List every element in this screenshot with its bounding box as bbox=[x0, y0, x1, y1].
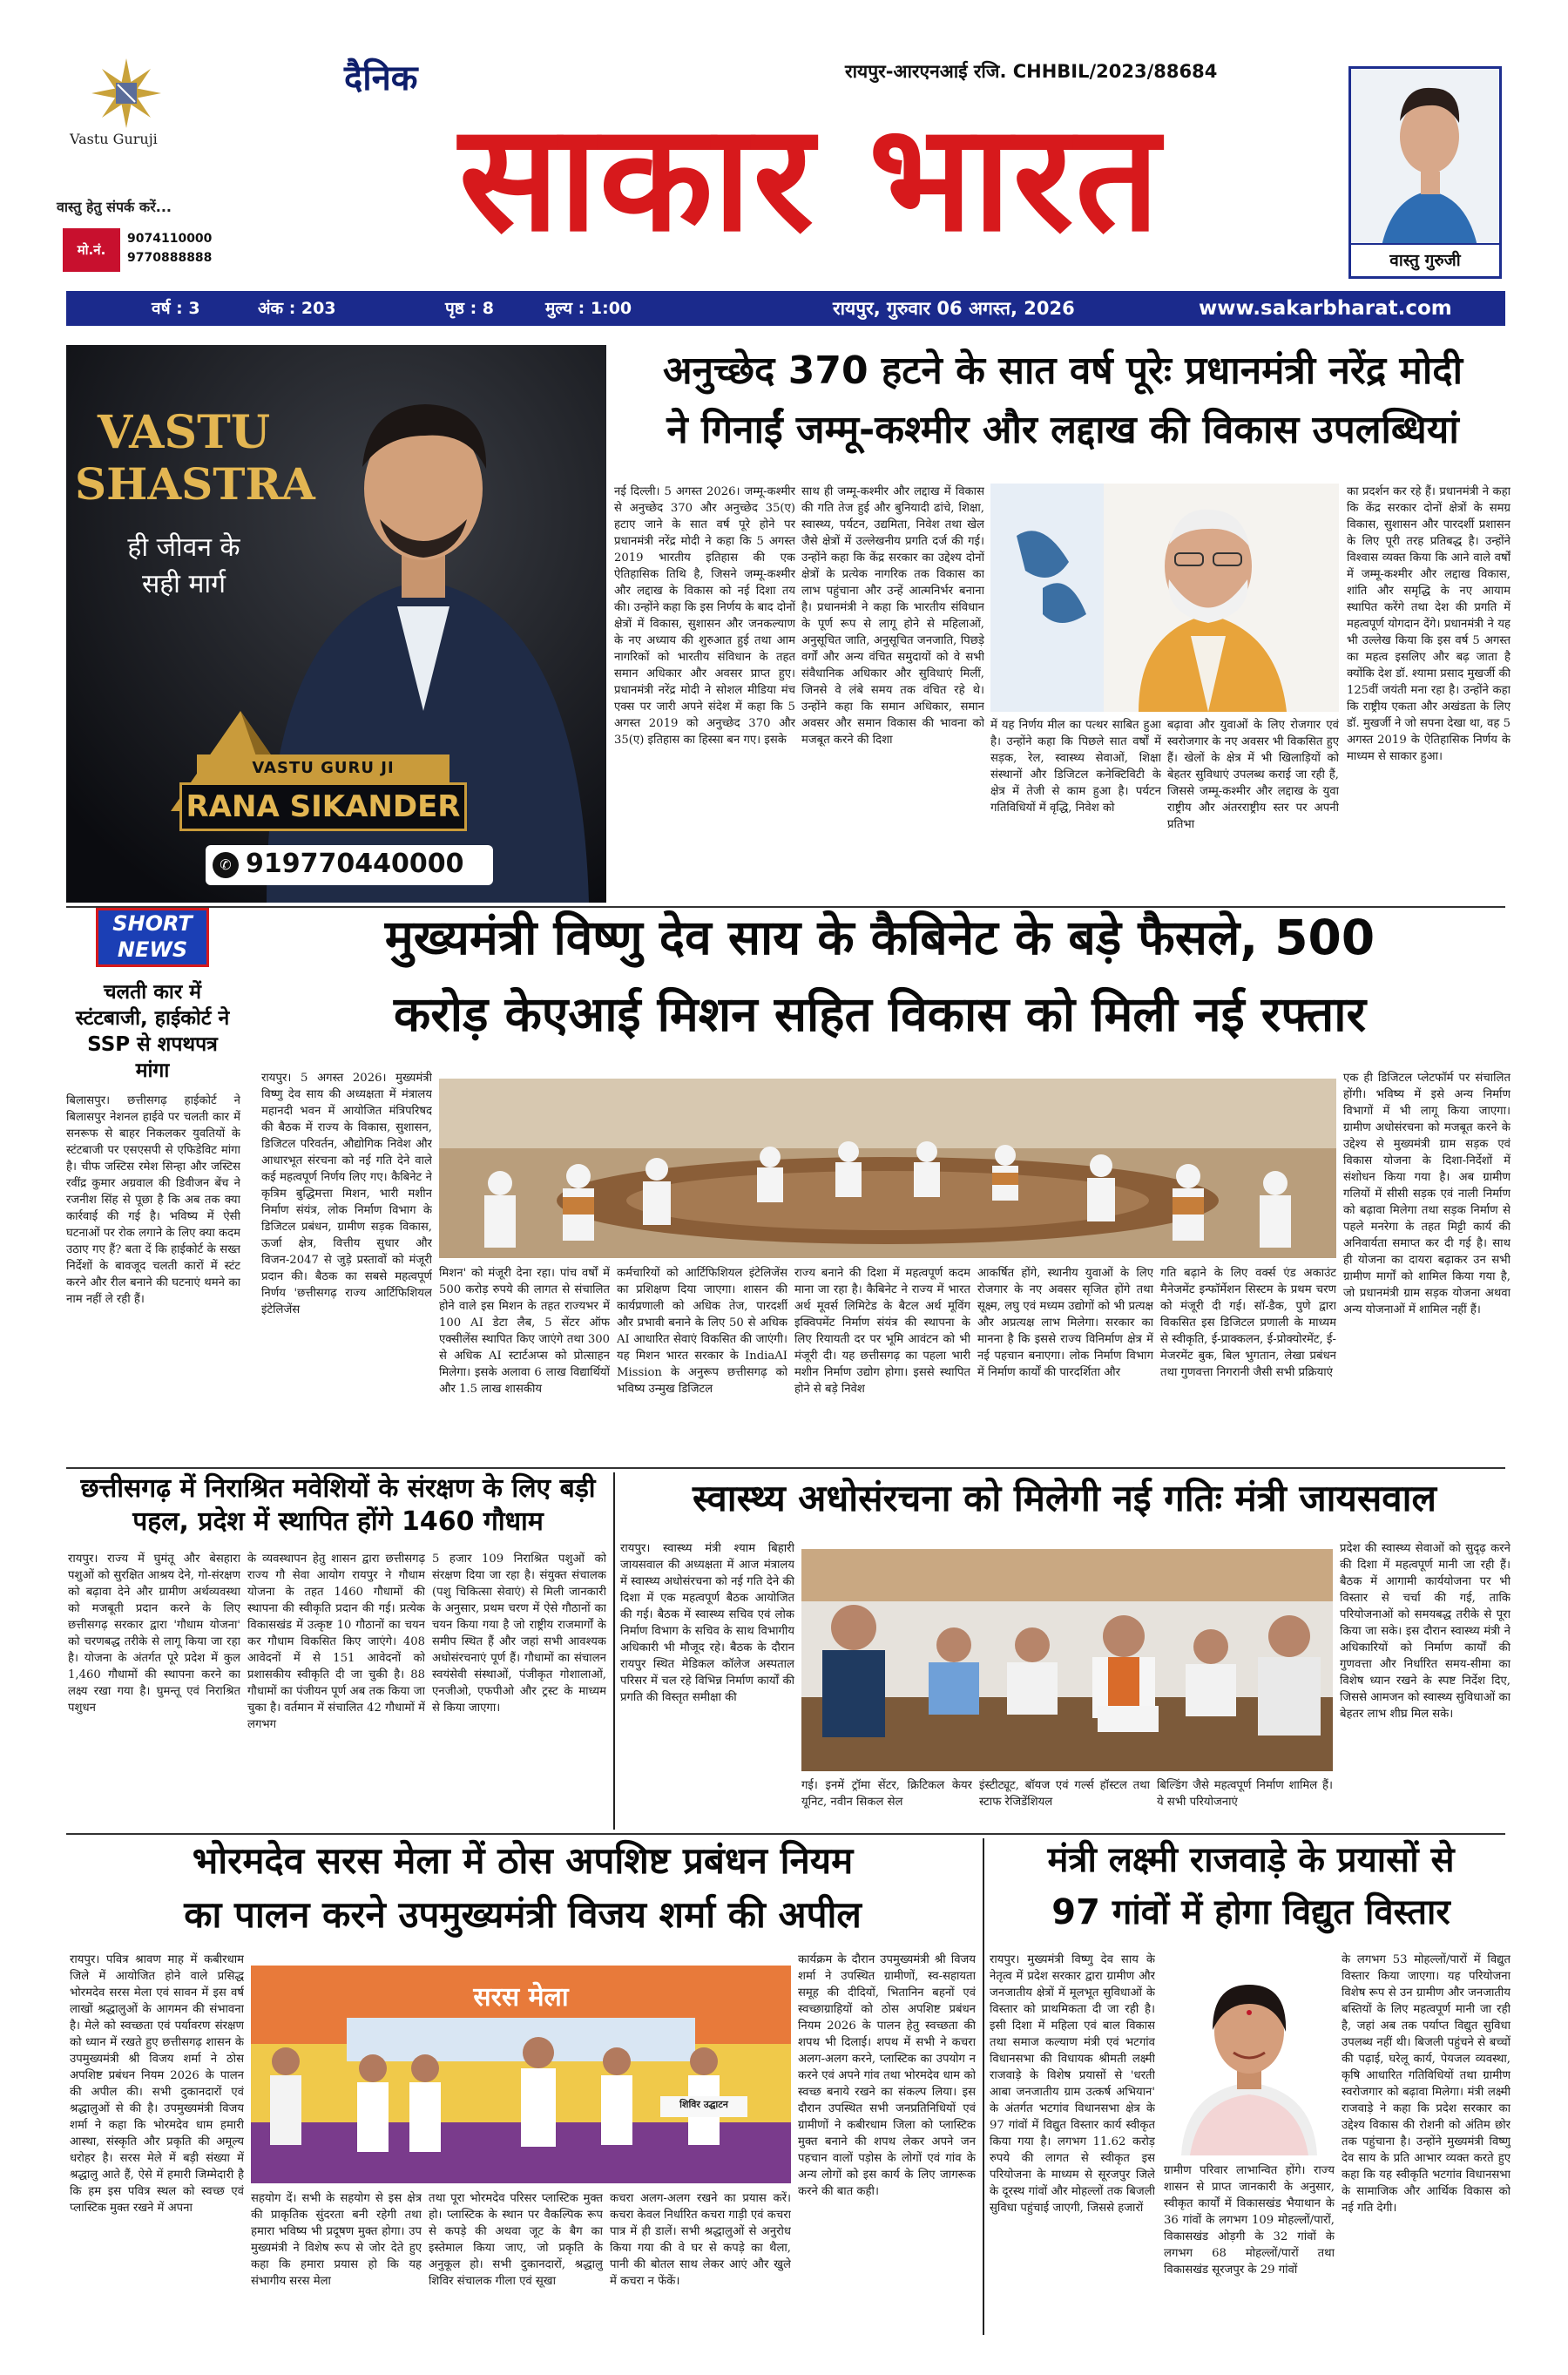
page-count: पृष्ठ : 8 bbox=[445, 299, 495, 318]
price: मुल्य : 1:00 bbox=[545, 299, 632, 318]
story2-photo-cabinet-meeting bbox=[439, 1079, 1336, 1258]
story5-photo-saras-mela bbox=[251, 1966, 791, 2183]
dateline: रायपुर, गुरुवार 06 अगस्त, 2026 bbox=[833, 298, 1075, 319]
story5-col3: तथा पूरा भोरमदेव परिसर प्लास्टिक मुक्त हो। प्लास्टिक के स्थान पर वैकल्पिक रूप से कपड़े की अथवा जूट के बैग का इस्तेमाल किया जाए, जो प्रकृति के अनुकूल हो। सभी दुकानदारों, श्रद्धालु शिविर संचालक गीला एवं सूखा bbox=[429, 2192, 603, 2288]
ad-phone: 91977044000​0 bbox=[246, 849, 464, 879]
story4-headline: स्वास्थ्य अधोसंरचना को मिलेगी नई गतिः मंत्री जायसवाल bbox=[693, 1477, 1436, 1519]
column-rule bbox=[983, 1838, 984, 2335]
story6-photo-minister bbox=[1164, 1952, 1335, 2155]
volume-year: वर्ष : 3 bbox=[152, 299, 200, 318]
column-rule bbox=[613, 1472, 615, 1830]
story4-col4: बिल्डिंग जैसे महत्वपूर्ण निर्माण शामिल हैं। ये सभी परियोजनाएं bbox=[1157, 1779, 1333, 1809]
story5-col2: सहयोग दें। सभी के सहयोग से इस क्षेत्र की प्राकृतिक सुंदरता बनी रहेगी तथा हमारा भविष्य भी प्रदूषण मुक्त होगा। उप मुख्यमंत्री ने विशेष रूप से जोर देते हुए कहा कि हमारा प्रयास हो कि यह संभागीय सरस मेला bbox=[251, 2192, 422, 2288]
short-news-body: बिलासपुर। छत्तीसगढ़ हाईकोर्ट ने बिलासपुर नेशनल हाईवे पर चलती कार में सनरूफ से बाहर निकलकर युवतियों के स्टंटबाजी पर एसएसपी से एफिडेविट मांगा है। चीफ जस्टिस रमेश सिन्हा और जस्टिस रवींद्र कुमार अग्रवाल की डिवीजन बेंच ने रजनीश सिंह से पूछा है कि अब तक क्या कार्रवाई की गई है। भविष्य में ऐसी घटनाओं पर रोक लगाने के लिए क्या कदम उठाए गए हैं? बता दें कि हाईकोर्ट के सख्त निर्देशों के बावजूद चलती कारों में स्टंट करने और रील बनाने की घटनाएं थमने का नाम नहीं ले रही हैं। bbox=[66, 1094, 240, 1306]
story2-col1: रायपुर। 5 अगस्त 2026। मुख्यमंत्री विष्णु देव साय की अध्यक्षता में मंत्रालय महानदी भवन में आयोजित मंत्रिपरिषद की बैठक में राज्य के विकास, सुशासन, डिजिटल परिवर्तन, औद्योगिक निवेश और आधारभूत संरचना को नई गति देने वाले कई महत्वपूर्ण निर्णय लिए गए। कैबिनेट ने कृत्रिम बुद्धिमत्ता मिशन, भारी मशीन निर्माण संयंत्र, लोक निर्माण विभाग के डिजिटल प्रबंधन, ग्रामीण सड़क विकास, ऊर्जा क्षेत्र, वित्तीय सुधार और विजन-2047 से जुड़े प्रस्तावों को मंजूरी प्रदान की। बैठक का सबसे महत्वपूर्ण निर्णय 'छत्तीसगढ़ राज्य आर्टिफिशियल इंटेलिजेंस bbox=[261, 1072, 432, 1316]
ad-label: VASTU GURU JI bbox=[197, 754, 449, 782]
story2-col2: मिशन' को मंजूरी देना रहा। पांच वर्षों में 500 करोड़ रुपये की लागत से संचालित होने वाले इस मिशन के तहत राज्यभर में 100 AI डेटा लैब, 5 सेंटर ऑफ एक्सीलेंस स्थापित किए जाएंगे तथा 300 से अधिक AI स्टार्टअप्स को प्रोत्साहन मिलेगा। इसके अलावा 6 लाख विद्यार्थियों और 1.5 लाख शासकीय bbox=[439, 1267, 610, 1396]
brand-tagline: वास्तु हेतु संपर्क करें... bbox=[57, 199, 172, 215]
ad-tagline-1: ही जीवन के bbox=[127, 532, 240, 563]
brand-logo-text: Vastu Guruji bbox=[70, 131, 158, 147]
story1-col1: नई दिल्ली। 5 अगस्त 2026। जम्मू-कश्मीर से अनुच्छेद 370 और अनुच्छेद 35(ए) हटाए जाने के सात वर्ष पूरे होने पर प्रधानमंत्री नरेंद्र मोदी ने कहा कि 5 अगस्त 2019 भारतीय इतिहास की एक ऐतिहासिक तिथि है, जिसने जम्मू-कश्मीर और लद्दाख के विकास को नई दिशा तय की। उन्होंने कहा कि इस निर्णय के बाद दोनों क्षेत्रों में विकास, सुशासन और जनकल्याण के नए अध्याय की शुरुआत हुई तथा आम नागरिकों को भारतीय संविधान के तहत समान अधिकार और अवसर प्राप्त हुए। प्रधानमंत्री नरेंद्र मोदी ने सोशल मीडिया मंच एक्स पर जारी अपने संदेश में कहा कि 5 अगस्त 2019 को अनुच्छेद 370 और 35(ए) इतिहास का हिस्सा बन गए। इसके bbox=[614, 485, 795, 747]
story4-col3: इंस्टीट्यूट, बॉयज एवं गर्ल्स हॉस्टल तथा स्टाफ रेजिडेंशियल bbox=[979, 1779, 1150, 1809]
story1-headline-1: अनुच्छेद 370 हटने के सात वर्ष पूरेः प्रधानमंत्री नरेंद्र मोदी bbox=[662, 348, 1463, 393]
website-link[interactable]: www.sakarbharat.com bbox=[1199, 297, 1452, 320]
daily-label: दैनिक bbox=[344, 58, 418, 98]
story3-col3: 5 हजार 109 निराश्रित पशुओं को संरक्षण दिया जा रहा है। संयुक्त संचालक (पशु चिकित्सा सेवाएं) से मिली जानकारी के अनुसार, प्रथम चरण में ऐसे गौठानों का चयन किया गया है जो राष्ट्रीय राजमार्गों के समीप स्थित हैं और जहां सभी आवश्यक अधोसंरचनाएं पूर्ण हैं। गौधामों का संचालन स्वयंसेवी संस्थाओं, पंजीकृत गोशालाओं, एनजीओ, एफपीओ और ट्रस्ट के माध्यम से किया जाएगा। bbox=[432, 1553, 606, 1715]
divider bbox=[66, 1467, 1505, 1469]
story2-col4: राज्य बनाने की दिशा में महत्वपूर्ण कदम माना जा रहा है। कैबिनेट ने राज्य में भारत अर्थ मूवर्स लिमिटेड के बैटल अर्थ मूविंग इक्विपमेंट निर्माण संयंत्र की स्थापना के लिए रियायती दर पर भूमि आवंटन को भी मंजूरी दी। यह छत्तीसगढ़ का पहला भारी मशीन निर्माण उद्योग होगा। इससे स्थापित होने से बड़े निवेश bbox=[794, 1267, 970, 1396]
story2-col3: कर्मचारियों को आर्टिफिशियल इंटेलिजेंस का प्रशिक्षण दिया जाएगा। शासन की कार्यप्रणाली को अधिक तेज, पारदर्शी और प्रभावी बनाने के लिए 50 से अधिक AI आधारित सेवाएं विकसित की जाएंगी। यह मिशन भारत सरकार के IndiaAI Mission के अनुरूप छत्तीसगढ़ को भविष्य उन्मुख डिजिटल bbox=[617, 1267, 787, 1396]
story2-headline-1: मुख्यमंत्री विष्णु देव साय के कैबिनेट के बड़े फैसले, 500 bbox=[384, 910, 1375, 965]
guru-photo bbox=[1348, 66, 1502, 279]
mela-banner-text: सरस मेला bbox=[473, 1982, 569, 2013]
short-news-headline: चलती कार में स्टंटबाजी, हाईकोर्ट ने SSP से शपथपत्र मांगा bbox=[75, 981, 230, 1082]
story1-col4: बढ़ावा और युवाओं के लिए रोजगार एवं स्वरोजगार के नए अवसर भी विकसित हुए हैं। खेलों के क्षेत्र में भी खिलाड़ियों को बेहतर सुविधाएं उपलब्ध कराई जा रही हैं, जिससे जम्मू-कश्मीर और लद्दाख के युवा राष्ट्रीय और अंतरराष्ट्रीय स्तर पर अपनी प्रतिभा bbox=[1167, 719, 1339, 831]
issue-number: अंक : 203 bbox=[258, 299, 336, 318]
phone-icon: ✆ bbox=[213, 852, 239, 878]
story1-col2: साथ ही जम्मू-कश्मीर और लद्दाख में विकास की गति तेज हुई और बुनियादी ढांचे, शिक्षा, स्वास्थ्य, पर्यटन, उद्यमिता, निवेश तथा खेल जैसे क्षेत्रों में उल्लेखनीय प्रगति दर्ज की गई। उन्होंने कहा कि केंद्र सरकार का उद्देश्य दोनों क्षेत्रों के प्रत्येक नागरिक तक विकास का लाभ पहुंचाना और उन्हें आत्मनिर्भर बनाना है। प्रधानमंत्री ने कहा कि भारतीय संविधान के पूर्ण रूप से लागू होने से महिलाओं, अनुसूचित जाति, अनुसूचित जनजाति, पिछड़े वर्गों और अन्य वंचित समुदायों को वे सभी संवैधानिक अधिकार और सुविधाएं मिलीं, जिनसे वे लंबे समय तक वंचित रहे थे। उन्होंने कहा कि समान अधिकार, समान अवसर और समान विकास की भावना को मजबूत करने की दिशा bbox=[801, 485, 984, 747]
story6-headline-1: मंत्री लक्ष्मी राजवाड़े के प्रयासों से bbox=[1047, 1840, 1455, 1880]
story3-col1: रायपुर। राज्य में घुमंतू और बेसहारा पशुओं को सुरक्षित आश्रय देने, गो-संरक्षण को बढ़ावा देने और ग्रामीण अर्थव्यवस्था को मजबूती प्रदान करने के लिए छत्तीसगढ़ सरकार द्वारा 'गौधाम योजना' को चरणबद्ध तरीके से लागू किया जा रहा है। योजना के अंतर्गत पूरे प्रदेश में कुल 1,460 गौधामों की स्थापना करने का लक्ष्य रखा गया है। घुमन्तू एवं निराश्रित पशुधन bbox=[68, 1553, 240, 1715]
phone-2: 9770888888 bbox=[127, 251, 213, 265]
vastu-logo-icon bbox=[61, 54, 192, 132]
ad-title-line2: SHASTRA bbox=[75, 458, 315, 510]
story1-photo-pm-modi bbox=[990, 484, 1339, 712]
story3-col2: के व्यवस्थापन हेतु शासन द्वारा छत्तीसगढ़ राज्य गौ सेवा आयोग रायपुर ने गौधाम योजना के तहत 1460 गौधामों की स्थापना की स्वीकृति प्रदान की गई। प्रत्येक विकासखंड में उत्कृष्ट 10 गौठानों का चयन कर गौधाम विकसित किए जाएंगे। 408 आवेदनों में से 151 आवेदनों को प्रशासकीय स्वीकृति दी जा चुकी है। 88 गौधामों का पंजीयन पूर्ण अब तक किया जा चुका है। वर्तमान में संचालित 42 गौधामों में लगभग bbox=[247, 1553, 425, 1731]
story1-headline-2: ने गिनाईं जम्मू-कश्मीर और लद्दाख की विकास उपलब्धियां bbox=[666, 408, 1459, 452]
story2-headline-2: करोड़ केएआई मिशन सहित विकास को मिली नई रफ्तार bbox=[394, 986, 1366, 1042]
story4-photo-health-meeting bbox=[801, 1549, 1333, 1771]
story2-col5: आकर्षित होंगे, स्थानीय युवाओं के लिए रोजगार के नए अवसर सृजित होंगे तथा सूक्ष्म, लघु एवं मध्यम उद्योगों को भी प्रत्यक्ष और अप्रत्यक्ष लाभ मिलेगा। सरकार का मानना है कि इससे राज्य विनिर्माण क्षेत्र में नई पहचान बनाएगा। लोक निर्माण विभाग में निर्माण कार्यों की पारदर्शिता और bbox=[977, 1267, 1153, 1379]
divider bbox=[66, 1833, 1505, 1835]
guru-caption: वास्तु गुरुजी bbox=[1351, 243, 1499, 276]
short-news-badge-line1: SHORT bbox=[112, 911, 193, 936]
phone-1: 9074110000 bbox=[127, 232, 213, 246]
mobile-label: मो.नं. bbox=[63, 228, 120, 272]
short-news-badge bbox=[96, 908, 209, 967]
story4-col2: गई। इनमें ट्रॉमा सेंटर, क्रिटिकल केयर यूनिट, नवीन सिकल सेल bbox=[801, 1779, 972, 1809]
story5-col4: कचरा अलग-अलग रखने का प्रयास करें। कचरा केवल निर्धारित कचरा गाड़ी एवं कचरा पात्र में ही डालें। सभी श्रद्धालुओं से अनुरोध किया गया की वे घर से कपड़े का थैला, पानी की बोतल साथ लेकर आएं और खुले में कचरा न फेंकें। bbox=[610, 2192, 791, 2288]
info-bar bbox=[66, 291, 1505, 326]
story6-headline-2: 97 गांवों में होगा विद्युत विस्तार bbox=[1051, 1892, 1450, 1932]
ad-name: RANA SIKANDER bbox=[179, 782, 467, 831]
story2-col7: एक ही डिजिटल प्लेटफॉर्म पर संचालित होंगी। भविष्य में इसे अन्य निर्माण विभागों में भी लागू किया जाएगा। ग्रामीण अधोसंरचना को मजबूत करने के उद्देश्य से मुख्यमंत्री ग्राम सड़क एवं विकास योजना के दिशा-निर्देशों में संशोधन किया गया है। अब ग्रामीण गलियों में सीसी सड़क एवं नाली निर्माण को बढ़ावा मिलेगा तथा सड़क निर्माण से पहले मनरेगा के तहत मिट्टी कार्य की अनिवार्यता समाप्त कर दी गई है। साथ ही योजना का दायरा बढ़ाकर उन सभी ग्रामीण मार्गों को शामिल किया गया है, जो प्रधानमंत्री ग्राम सड़क योजना अथवा अन्य योजनाओं में शामिल नहीं हैं। bbox=[1343, 1072, 1511, 1316]
story5-headline-2: का पालन करने उपमुख्यमंत्री विजय शर्मा की अपील bbox=[184, 1893, 862, 1936]
brand-logo bbox=[61, 54, 192, 159]
story4-col1: रायपुर। स्वास्थ्य मंत्री श्याम बिहारी जायसवाल की अध्यक्षता में आज मंत्रालय में स्वास्थ्य अधोसंरचना को नई गति देने की दिशा में एक महत्वपूर्ण बैठक आयोजित की गई। बैठक में स्वास्थ्य सचिव एवं लोक निर्माण विभाग के सचिव के साथ विभागीय अधिकारी भी मौजूद रहे। बैठक के दौरान रायपुर स्थित मेडिकल कॉलेज अस्पताल परिसर में चल रहे विभिन्न निर्माण कार्यों की प्रगति की विस्तृत समीक्षा की bbox=[620, 1542, 794, 1704]
story5-col5: कार्यक्रम के दौरान उपमुख्यमंत्री श्री विजय शर्मा ने उपस्थित ग्रामीणों, स्व-सहायता समूह की दीदियों, भितानिन बहनों एवं स्वच्छाग्राहियों को ठोस अपशिष्ट प्रबंधन नियम 2026 के पालन हेतु स्वच्छता की शपथ भी दिलाई। शपथ में सभी ने कचरा अलग-अलग करने, प्लास्टिक का उपयोग न करने एवं अपने गांव तथा भोरमदेव धाम को स्वच्छ बनाये रखने का संकल्प लिया। इस दौरान उपस्थित सभी जनप्रतिनिधियों एवं ग्रामीणों ने कबीरधाम जिला को प्लास्टिक मुक्त बनाने की शपथ लेकर अपने जन पहचान वालों पड़ोस के लोगों एवं गांव के अन्य लोगों को इस कार्य के लिए जागरूक करने की बात कही। bbox=[798, 1953, 976, 2198]
ad-phone-box[interactable] bbox=[206, 845, 493, 885]
story6-col2: ग्रामीण परिवार लाभान्वित होंगे। राज्य शासन से प्राप्त जानकारी के अनुसार, स्वीकृत कार्यों में विकासखंड भैयाथान के 36 गांवों के लगभग 109 मोहल्लों/पारों, विकासखंड ओड़गी के 32 गांवों के लगभग 68 मोहल्लों/पारों तथा विकासखंड सूरजपुर के 29 गांवों bbox=[1164, 2164, 1335, 2277]
registration-number: रायपुर-आरएनआई रजि. CHHBIL/2023/88684 bbox=[845, 61, 1218, 82]
story6-col1: रायपुर। मुख्यमंत्री विष्णु देव साय के नेतृत्व में प्रदेश सरकार द्वारा ग्रामीण और जनजातीय क्षेत्रों में मूलभूत सुविधाओं के विस्तार को प्राथमिकता दी जा रही है। इसी दिशा में महिला एवं बाल विकास तथा समाज कल्याण मंत्री एवं भटगांव विधानसभा की विधायक श्रीमती लक्ष्मी राजवाड़े के विशेष प्रयासों से 'धरती आबा जनजातीय ग्राम उत्कर्ष अभियान' के अंतर्गत भटगांव विधानसभा क्षेत्र के 97 गांवों में विद्युत विस्तार कार्य स्वीकृत किया गया है। लगभग 11.62 करोड़ रुपये की लागत से स्वीकृत इस परियोजना के माध्यम से सूरजपुर जिले के दूरस्थ गांवों और मोहल्लों तक बिजली सुविधा पहुंचाई जाएगी, जिससे हजारों bbox=[990, 1953, 1155, 2215]
ad-tagline-2: सही मार्ग bbox=[141, 569, 226, 599]
story2-col6: गति बढ़ाने के लिए वर्क्स एंड अकाउंट मैनेजमेंट इन्फॉर्मेशन सिस्टम के प्रथम चरण को मंजूरी दी गई। सॉ-डैक, पुणे द्वारा विकसित इस डिजिटल प्रणाली के माध्यम से स्वीकृति, ई-प्राक्कलन, ई-प्रोक्योरमेंट, ई-मेजरमेंट बुक, बिल भुगतान, लेखा प्रबंधन तथा गुणवत्ता निगरानी जैसी सभी प्रक्रियाएं bbox=[1160, 1267, 1336, 1379]
ad-title-line1: VASTU bbox=[97, 406, 271, 459]
story6-col3: के लगभग 53 मोहल्लों/पारों में विद्युत विस्तार किया जाएगा। यह परियोजना विशेष रूप से उन ग्रामीण और जनजातीय बस्तियों के लिए महत्वपूर्ण मानी जा रही है, जहां अब तक पर्याप्त विद्युत सुविधा उपलब्ध नहीं थी। बिजली पहुंचने से बच्चों की पढ़ाई, घरेलू कार्य, पेयजल व्यवस्था, कृषि आधारित गतिविधियों तथा ग्रामीण स्वरोजगार को बढ़ावा मिलेगा। मंत्री लक्ष्मी राजवाड़े ने कहा कि प्रदेश सरकार का उद्देश्य विकास की रोशनी को अंतिम छोर तक पहुंचाना है। उन्होंने मुख्यमंत्री विष्णु देव साय के प्रति आभार व्यक्त करते हुए कहा कि यह स्वीकृति भटगांव विधानसभा के सामाजिक और आर्थिक विकास को नई गति देगी। bbox=[1342, 1953, 1511, 2215]
vastu-ad[interactable] bbox=[66, 345, 606, 903]
short-news-badge-line2: NEWS bbox=[117, 937, 188, 962]
story4-col5: प्रदेश की स्वास्थ्य सेवाओं को सुदृढ़ करने की दिशा में महत्वपूर्ण मानी जा रही हैं। बैठक में आगामी कार्ययोजना पर भी विस्तार से चर्चा की गई, ताकि परियोजनाओं को समयबद्ध तरीके से पूरा किया जा सके। इस दौरान स्वास्थ्य मंत्री ने अधिकारियों को निर्माण कार्यों की गुणवत्ता और निर्धारित समय-सीमा का विशेष ध्यान रखने के स्पष्ट निर्देश दिए, जिससे आमजन को स्वास्थ्य सुविधाओं का बेहतर लाभ शीघ्र मिल सके। bbox=[1340, 1542, 1511, 1721]
newspaper-title: साकार भारत bbox=[458, 92, 1162, 265]
mela-sign-text: शिविर उद्घाटन bbox=[679, 2099, 728, 2110]
story5-col1: रायपुर। पवित्र श्रावण माह में कबीरधाम जिले में आयोजित होने वाले प्रसिद्ध भोरमदेव सरस मेला एवं सावन में इस वर्ष लाखों श्रद्धालुओं के आगमन की संभावना है। मेले को स्वच्छता एवं पर्यावरण संरक्षण को ध्यान में रखते हुए छत्तीसगढ़ शासन के उपमुख्यमंत्री श्री विजय शर्मा ने ठोस अपशिष्ट प्रबंधन नियम 2026 के पालन की अपील की। सभी दुकानदारों एवं श्रद्धालुओं से की है। उपमुख्यमंत्री विजय शर्मा ने कहा कि भोरमदेव धाम हमारी आस्था, संस्कृति और प्रकृति की अमूल्य धरोहर है। सरस मेले में बड़ी संख्या में श्रद्धालु आते हैं, ऐसे में हमारी जिम्मेदारी है कि हम इस पवित्र स्थल को स्वच्छ एवं प्लास्टिक मुक्त रखने में अपना bbox=[70, 1953, 244, 2215]
story3-headline: छत्तीसगढ़ में निराश्रित मवेशियों के संरक्षण के लिए बड़ी पहल, प्रदेश में स्थापित होंगे 1460 गौधाम bbox=[80, 1473, 596, 1537]
story5-headline-1: भोरमदेव सरस मेला में ठोस अपशिष्ट प्रबंधन नियम bbox=[192, 1839, 854, 1882]
story1-col3: में यह निर्णय मील का पत्थर साबित हुआ है। उन्होंने कहा कि पिछले सात वर्षों में सड़क, रेल, स्वास्थ्य सेवाओं, शिक्षा संस्थानों और डिजिटल कनेक्टिविटी के क्षेत्र में तेजी से काम हुआ है। पर्यटन गतिविधियों में वृद्धि, निवेश को bbox=[990, 719, 1161, 815]
story1-col5: का प्रदर्शन कर रहे हैं। प्रधानमंत्री ने कहा कि केंद्र सरकार दोनों क्षेत्रों के समग्र विकास, सुशासन और पारदर्शी प्रशासन के लिए पूरी तरह प्रतिबद्ध है। उन्होंने विश्वास व्यक्त किया कि आने वाले वर्षों में जम्मू-कश्मीर और लद्दाख विकास, शांति और समृद्धि के नए आयाम स्थापित करेंगे तथा देश की प्रगति में महत्वपूर्ण योगदान देंगे। प्रधानमंत्री ने यह भी उल्लेख किया कि इस वर्ष 5 अगस्त का महत्व इसलिए और बढ़ जाता है क्योंकि देश डॉ. श्यामा प्रसाद मुखर्जी की 125वीं जयंती मना रहा है। उन्होंने कहा कि राष्ट्रीय एकता और अखंडता के लिए डॉ. मुखर्जी ने जो सपना देखा था, वह 5 अगस्त 2019 के ऐतिहासिक निर्णय के माध्यम से साकार हुआ। bbox=[1347, 485, 1511, 763]
